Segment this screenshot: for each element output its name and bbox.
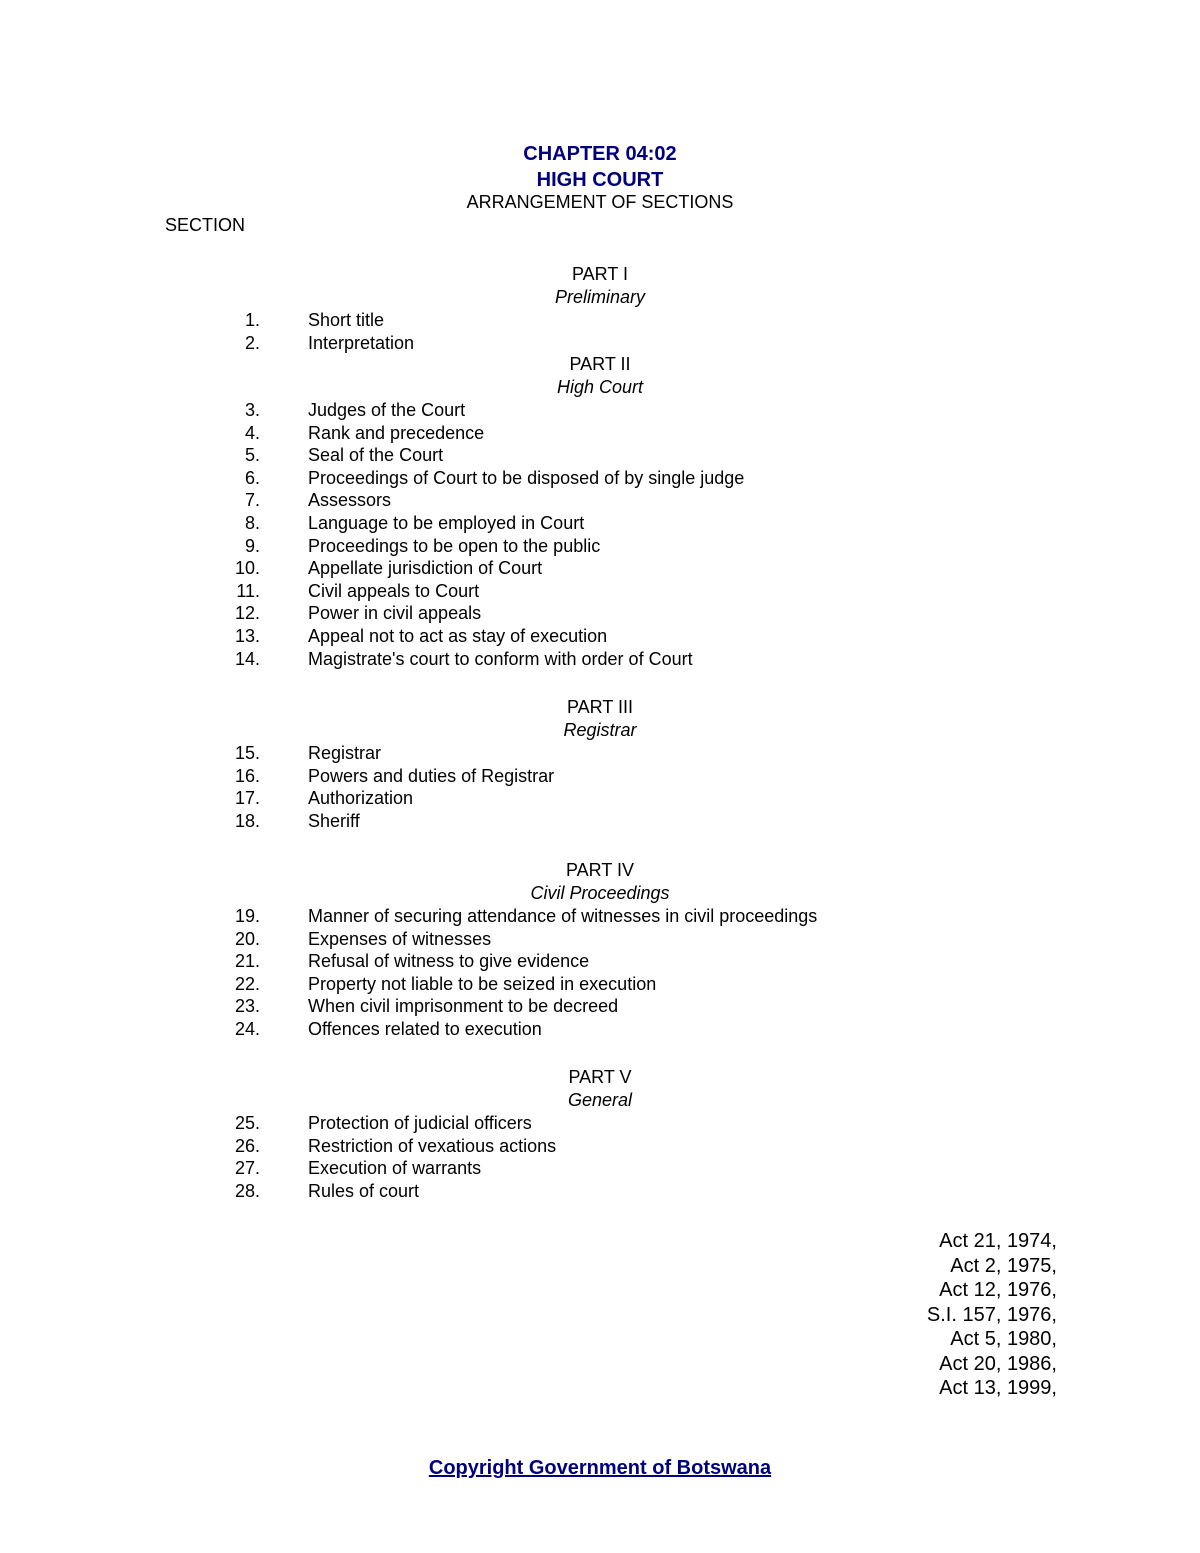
part-name: Registrar xyxy=(563,720,637,740)
document-title: HIGH COURT xyxy=(536,169,664,191)
section-number: 16. xyxy=(234,765,260,786)
section-title: Sheriff xyxy=(308,810,360,831)
section-title: Offences related to execution xyxy=(308,1019,542,1039)
section-entry xyxy=(0,535,1200,558)
section-entry xyxy=(0,810,1200,833)
section-title: Power in civil appeals xyxy=(308,603,482,624)
section-entry xyxy=(0,928,1200,951)
section-number: 26. xyxy=(234,1135,260,1156)
section-number: 6. xyxy=(244,467,260,488)
section-entry xyxy=(0,1157,1200,1180)
section-number: 15. xyxy=(234,743,260,763)
section-number: 27. xyxy=(234,1158,260,1179)
section-entry xyxy=(0,625,1200,648)
section-title: Property not liable to be seized in execution xyxy=(308,973,657,994)
part-heading: PART I xyxy=(571,264,629,284)
section-title: Expenses of witnesses xyxy=(308,928,492,949)
section-title: Restriction of vexatious actions xyxy=(308,1135,557,1156)
part-heading: PART II xyxy=(569,354,631,374)
section-title: Magistrate's court to conform with order of Court xyxy=(308,648,693,669)
section-number: 19. xyxy=(234,906,260,926)
act-citation: Act 20, 1986, xyxy=(939,1352,1057,1375)
section-title: Manner of securing attendance of witnesses in civil proceedings xyxy=(308,906,818,926)
copyright-link[interactable]: Copyright Government of Botswana xyxy=(428,1457,772,1479)
section-number: 28. xyxy=(234,1180,260,1201)
act-citation: S.I. 157, 1976, xyxy=(926,1303,1057,1326)
section-entry xyxy=(0,973,1200,996)
section-title: Powers and duties of Registrar xyxy=(308,765,555,786)
section-entry xyxy=(0,309,1200,332)
section-number: 14. xyxy=(234,648,260,669)
section-number: 20. xyxy=(234,928,260,949)
section-title: Appeal not to act as stay of execution xyxy=(308,626,608,646)
section-entry xyxy=(0,332,1200,355)
section-number: 9. xyxy=(244,535,260,556)
section-number: 1. xyxy=(244,310,260,330)
section-number: 25. xyxy=(234,1113,260,1133)
section-entry xyxy=(0,1018,1200,1041)
part-name: High Court xyxy=(556,377,644,397)
document-subtitle: ARRANGEMENT OF SECTIONS xyxy=(466,192,734,212)
section-number: 5. xyxy=(244,445,260,466)
section-title: Seal of the Court xyxy=(308,445,444,466)
section-title: Authorization xyxy=(308,788,414,809)
section-entry xyxy=(0,467,1200,490)
section-title: Registrar xyxy=(308,743,382,763)
section-entry xyxy=(0,787,1200,810)
acts-list xyxy=(927,1229,1057,1401)
section-number: 18. xyxy=(234,810,260,831)
section-entry xyxy=(0,399,1200,422)
section-entry xyxy=(0,444,1200,467)
part-heading: PART IV xyxy=(565,860,635,880)
section-number: 2. xyxy=(244,332,260,353)
section-title: Interpretation xyxy=(308,332,415,353)
section-entry xyxy=(0,602,1200,625)
section-number: 8. xyxy=(244,513,260,533)
section-title: Rules of court xyxy=(308,1180,420,1201)
section-title: Appellate jurisdiction of Court xyxy=(308,558,543,579)
section-entry xyxy=(0,742,1200,765)
section-number: 12. xyxy=(234,603,260,624)
part-name: General xyxy=(567,1090,633,1110)
section-entry xyxy=(0,1112,1200,1135)
section-number: 7. xyxy=(244,490,260,511)
section-entry xyxy=(0,489,1200,512)
section-title: Refusal of witness to give evidence xyxy=(308,951,590,972)
section-title: Proceedings of Court to be disposed of by single judge xyxy=(308,467,745,488)
section-number: 23. xyxy=(234,996,260,1017)
section-entry xyxy=(0,1180,1200,1203)
section-title: Civil appeals to Court xyxy=(308,580,480,601)
act-citation: Act 5, 1980, xyxy=(950,1328,1057,1350)
section-title: When civil imprisonment to be decreed xyxy=(308,996,619,1017)
part-name: Preliminary xyxy=(554,287,646,307)
section-entry xyxy=(0,950,1200,973)
act-citation: Act 21, 1974, xyxy=(939,1230,1057,1252)
section-entry xyxy=(0,557,1200,580)
part-heading: PART III xyxy=(566,697,634,717)
section-number: 3. xyxy=(244,400,260,420)
section-entry xyxy=(0,648,1200,671)
section-number: 13. xyxy=(234,626,260,646)
section-title: Rank and precedence xyxy=(308,422,485,443)
section-title: Short title xyxy=(308,310,385,330)
act-citation: Act 12, 1976, xyxy=(939,1279,1057,1301)
section-entry xyxy=(0,422,1200,445)
section-entry xyxy=(0,995,1200,1018)
section-number: 4. xyxy=(244,422,260,443)
part-heading: PART V xyxy=(568,1067,632,1087)
section-title: Assessors xyxy=(308,490,392,511)
act-citation: Act 13, 1999, xyxy=(939,1377,1057,1399)
section-entry xyxy=(0,765,1200,788)
section-number: 10. xyxy=(234,558,260,579)
section-title: Language to be employed in Court xyxy=(308,513,585,533)
section-entry xyxy=(0,512,1200,535)
part-name: Civil Proceedings xyxy=(530,883,670,903)
act-citation: Act 2, 1975, xyxy=(950,1254,1057,1277)
section-column-label: SECTION xyxy=(165,215,246,235)
section-number: 21. xyxy=(234,951,260,972)
section-number: 11. xyxy=(236,580,260,601)
section-title: Proceedings to be open to the public xyxy=(308,535,601,556)
chapter-heading: CHAPTER 04:02 xyxy=(523,143,677,165)
section-title: Judges of the Court xyxy=(308,400,466,420)
section-title: Execution of warrants xyxy=(308,1158,482,1179)
section-entry xyxy=(0,905,1200,928)
section-number: 24. xyxy=(234,1019,260,1039)
section-number: 22. xyxy=(234,973,260,994)
section-entry xyxy=(0,1135,1200,1158)
section-number: 17. xyxy=(234,788,260,809)
section-title: Protection of judicial officers xyxy=(308,1113,532,1133)
section-entry xyxy=(0,580,1200,603)
